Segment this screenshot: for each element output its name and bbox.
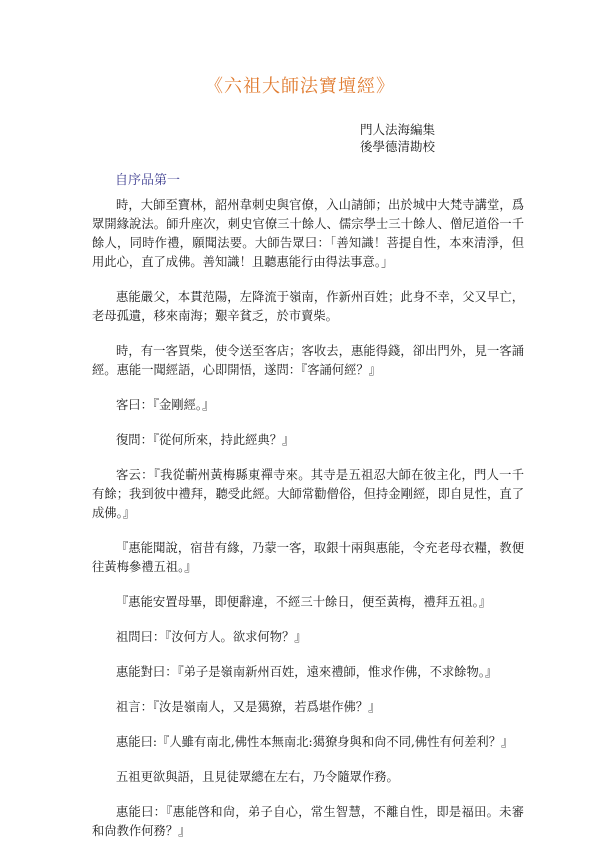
editor-line: 門人法海編集: [360, 122, 436, 137]
paragraph: 客曰：『金剛經。』: [116, 398, 215, 412]
paragraph: 惠能嚴父，本貫范陽，左降流于嶺南，作新州百姓；此身不幸，父又早亡，老母孤遺，移來南海；艱辛貧乏，於市賣柴。: [92, 290, 524, 323]
paragraph: 惠能曰：『惠能啓和尙，弟子自心，常生智慧，不離自性，即是福田。未審和尙教作何務？』: [92, 805, 524, 838]
document-title: 《六祖大師法寶壇經》: [205, 76, 395, 97]
paragraph: 惠能對曰：『弟子是嶺南新州百姓，遠來禮師，惟求作佛，不求餘物。』: [116, 665, 498, 679]
attribution-block: [360, 121, 435, 155]
paragraph: 祖問曰：『汝何方人。欲求何物？』: [116, 630, 307, 644]
paragraph: 客云：『我從蘄州黃梅縣東禪寺來。其寺是五祖忍大師在彼主化，門人一千有餘；我到彼中禮拜，聽受此經。大師常勸僧俗，但持金剛經，即自見性，直了成佛。』: [92, 468, 524, 520]
paragraph: 惠能曰:『人雖有南北,佛性本無南北:獦獠身與和尙不同,佛性有何差利？』: [116, 735, 514, 749]
paragraph: 五祖更欲與語，且見徒眾總在左右，乃令隨眾作務。: [116, 770, 399, 784]
paragraph: 時，大師至寶林，韶州韋刺史與官僚，入山請師；出於城中大梵寺講堂，爲眾開緣說法。師升座次，刺史官僚三十餘人、儒宗學士三十餘人、僧尼道俗一千餘人，同時作禮，願聞法要。大師告眾曰：「善知識！菩提自性，本來清淨，但用此心，直了成佛。善知識！且聽惠能行由得法事意。」: [92, 198, 524, 269]
paragraph: 『惠能聞說，宿昔有緣，乃蒙一客，取銀十兩與惠能，令充老母衣糧，教便往黃梅參禮五祖。』: [92, 541, 524, 574]
paragraph: 復問：『從何所來，持此經典？』: [116, 433, 295, 447]
document-body: [92, 196, 524, 857]
collator-line: 後學德清勘校: [360, 139, 436, 154]
paragraph: 『惠能安置母畢，即便辭違，不經三十餘日，便至黃梅，禮拜五祖。』: [116, 595, 492, 609]
paragraph: 祖言：『汝是嶺南人，又是獦獠，若爲堪作佛？』: [116, 700, 381, 714]
chapter-heading: 自序品第一: [115, 173, 181, 188]
paragraph: 時，有一客買柴，使令送至客店；客收去，惠能得錢，卻出門外，見一客誦經。惠能一聞經語，心即開悟，遂問：『客誦何經？』: [92, 344, 524, 377]
